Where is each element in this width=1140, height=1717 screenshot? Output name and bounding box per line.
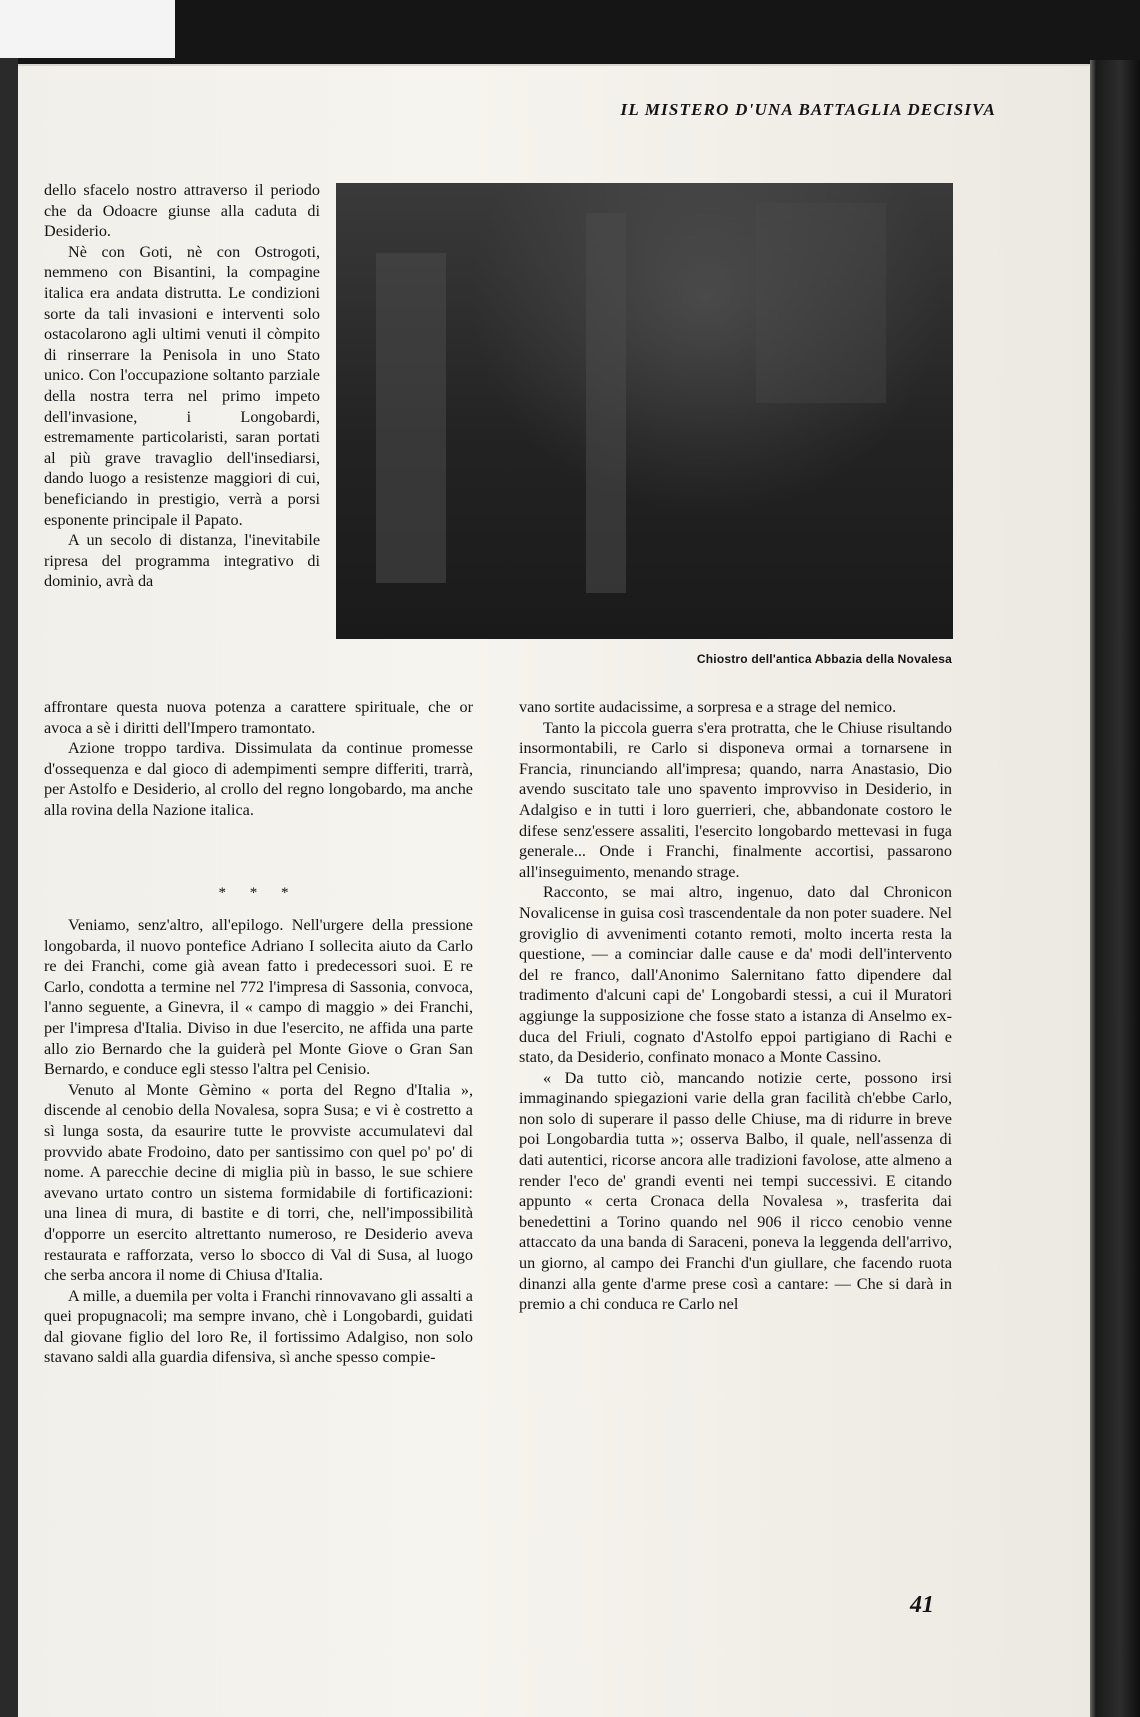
scan-border-left — [0, 0, 18, 1717]
section-separator: * * * — [218, 885, 299, 901]
paragraph: dello sfacelo nostro attraverso il periodo che da Odoacre giunse alla caduta di Desiderio. — [44, 181, 320, 241]
paragraph: Azione troppo tardiva. Dissimulata da continue promesse d'ossequenza e dal gioco di adempimenti sempre differiti, trarrà, per Astolfo e Desiderio, al crollo del regno longobardo, ma anche alla rovina della Nazione italica. — [44, 739, 473, 819]
scan-border-right — [1090, 60, 1140, 1717]
paragraph: vano sortite audacissime, a sorpresa e a strage del nemico. — [519, 698, 897, 716]
running-title: IL MISTERO D'UNA BATTAGLIA DECISIVA — [620, 100, 996, 119]
text-column-left-bottom — [44, 915, 473, 1368]
page-number: 41 — [910, 1592, 934, 1618]
paragraph: Nè con Goti, nè con Ostrogoti, nemmeno con Bisantini, la compagine italica era andata distrutta. Le condizioni sorte da tali invasioni e interventi solo ostacolarono agli ultimi venuti il còmpito di rinserrare la Penisola in uno Stato unico. Con l'occupazione soltanto parziale della nostra terra nel primo impeto dell'invasione, i Longobardi, estremamente particolaristi, saran portati al più grave travaglio dell'insediarsi, dando luogo a resistenze maggiori di cui, beneficiando in prestigio, verrà a porsi esponente principale il Papato. — [44, 242, 320, 529]
paragraph: A un secolo di distanza, l'inevitabile ripresa del programma integrativo di dominio, avrà da — [44, 531, 320, 591]
text-column-left-wide — [44, 697, 473, 821]
paragraph: A mille, a duemila per volta i Franchi rinnovavano gli assalti a quei propugnacoli; ma sempre invano, chè i Longobardi, guidati dal giovane figlio del loro Re, il fortissimo Adalgiso, non solo stavano saldi alla guardia difensiva, sì anche spesso compie- — [44, 1286, 473, 1367]
photo-window-shape — [756, 203, 886, 403]
cloister-photo — [336, 183, 953, 639]
paragraph: « Da tutto ciò, mancando notizie certe, possono irsi immaginando spiegazioni varie della gran facilità ch'ebbe Carlo, non solo di superare il passo delle Chiuse, ma di ridurre in breve poi Longobardia tutta »; osserva Balbo, il quale, nell'assenza di dati autentici, ricorse ancora alle tradizioni favolose, atte almeno a render l'eco de' grandi eventi nei tempi successivi. E citando appunto « certa Cronaca della Novalesa », trasferita dai benedettini a Torino quando nel 906 il ricco cenobio venne attaccato da una banda di Saraceni, poneva la leggenda dell'arrivo, un giorno, al campo dei Franchi d'un giullare, che facendo ruota dinanzi alla gente d'arme prese così a cantare: — Che si darà in premio a chi conduca re Carlo nel — [519, 1068, 952, 1314]
scan-border-corner — [0, 0, 175, 58]
paragraph: Tanto la piccola guerra s'era protratta, che le Chiuse risultando insormontabili, re Carlo si disponeva ormai a tornarsene in Francia, rinunciando all'impresa; quando, narra Anastasio, Dio avendo suscitato tale uno spavento improvviso in Desiderio, in Adalgiso e in tutti i loro guerrieri, che, abbandonate costoro le difese senz'essere assaliti, l'esercito longobardo mettevasi in fuga generale... Onde i Franchi, finalmente accortisi, passarono all'inseguimento, menando strage. — [519, 718, 952, 881]
paragraph: affrontare questa nuova potenza a carattere spirituale, che or avoca a sè i diritti dell'Impero tramontato. — [44, 698, 473, 737]
photo-caption: Chiostro dell'antica Abbazia della Novalesa — [696, 652, 952, 666]
text-column-top-left — [44, 180, 320, 592]
paragraph: Venuto al Monte Gèmino « porta del Regno d'Italia », discende al cenobio della Novalesa, sopra Susa; e vi è costretto a sì lunga sosta, da esaurire tutte le provviste accumulatevi dal provvido abate Frodoino, dato per santissimo con quel po' po' di nome. A parecchie decine di miglia più in basso, le sue schiere avevano urtato contro un sistema formidabile di fortificazioni: una linea di mura, di bastite e di torri, che, nell'impossibilità d'opporre un esercito altrettanto numeroso, re Desiderio aveva restaurata e rafforzata, verso lo sbocco di Val di Susa, al luogo che serba ancora il nome di Chiusa d'Italia. — [44, 1080, 473, 1285]
photo-column-shape — [586, 213, 626, 593]
photo-column-shape — [376, 253, 446, 583]
paragraph: Racconto, se mai altro, ingenuo, dato dal Chronicon Novalicense in guisa così trascendentale da non poter suadere. Nel groviglio di avvenimenti cotanto remoti, molto incerta resta la questione, — a cominciar dalle cause e da' modi dell'intervento del re franco, dall'Anonimo Salernitano fatto dipendere dal tradimento d'alcuni capi de' Longobardi stessi, a cui il Muratori aggiunge la supposizione che fosse stato a istanza di Anselmo ex-duca del Friuli, cognato d'Astolfo eppoi partigiano di Rachi e stato, da Desiderio, confinato monaco a Monte Cassino. — [519, 883, 952, 1067]
paragraph: Veniamo, senz'altro, all'epilogo. Nell'urgere della pressione longobarda, il nuovo pontefice Adriano I sollecita aiuto da Carlo re dei Franchi, come già avean fatto i predecessori suoi. E re Carlo, condotta a termine nel 772 l'impresa di Sassonia, convoca, l'anno seguente, a Ginevra, il « campo di maggio » dei Franchi, per l'impresa d'Italia. Diviso in due l'esercito, ne affida una parte allo zio Bernardo che la guiderà pel Monte Giove o Gran San Bernardo, e conduce egli stesso l'altra pel Cenisio. — [44, 916, 473, 1079]
text-column-right — [519, 697, 952, 1315]
